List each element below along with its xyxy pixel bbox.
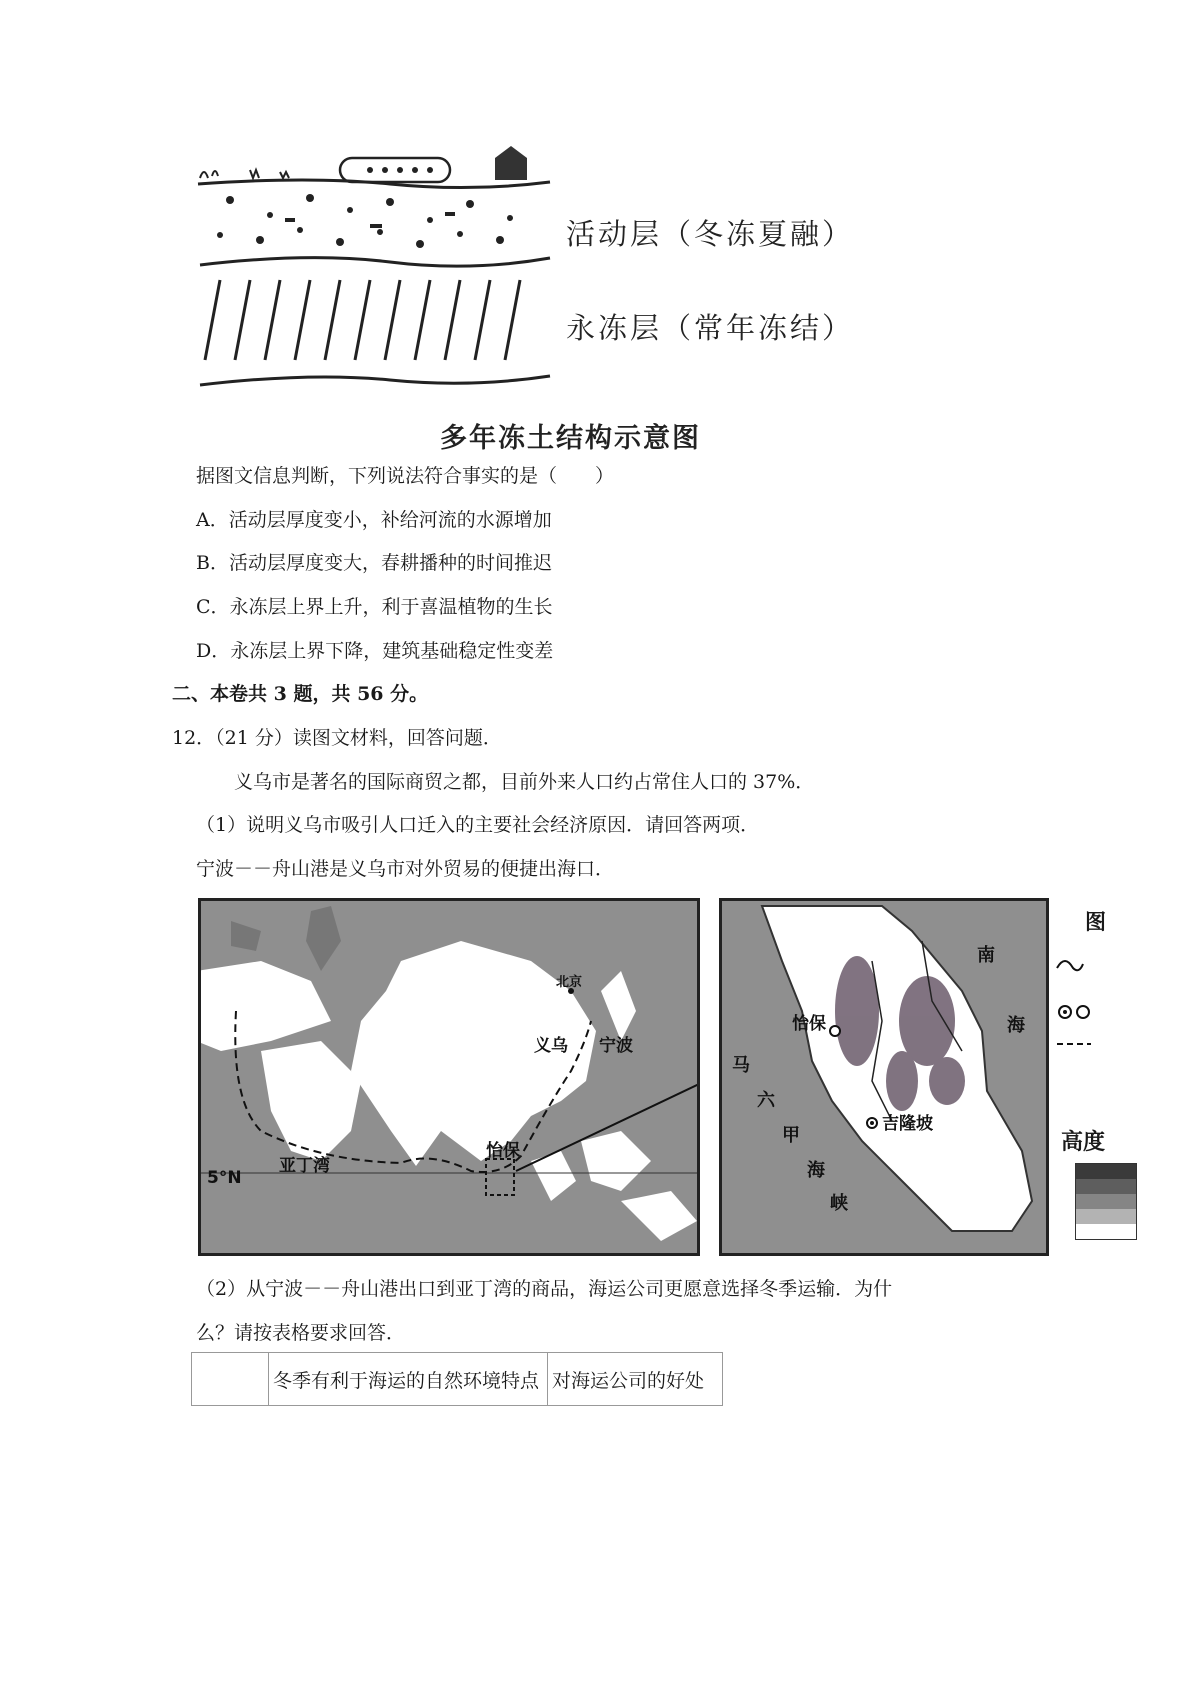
q12-material: 义乌市是著名的国际商贸之都，目前外来人口约占常住人口的 37%． <box>234 771 815 793</box>
beijing-label: 北京 <box>556 975 583 990</box>
permafrost-layer-label: 永冻层（常年冻结） <box>566 311 855 345</box>
right-ipoh-label: 怡保 <box>792 1014 826 1034</box>
table-header-cell[interactable] <box>192 1353 269 1406</box>
figure-caption: 多年冻土结构示意图 <box>440 423 701 454</box>
legend-title: 图 <box>1085 910 1106 934</box>
q12-port-note: 宁波－－舟山港是义乌市对外贸易的便捷出海口． <box>196 858 615 880</box>
table-header-cell: 冬季有利于海运的自然环境特点 <box>269 1353 548 1406</box>
strait-char-4: 海 <box>807 1160 825 1181</box>
yiwu-label: 义乌 <box>534 1036 568 1056</box>
latitude-label: 5°N <box>207 1168 242 1188</box>
q12-sub2-line1: （2）从宁波－－舟山港出口到亚丁湾的商品，海运公司更愿意选择冬季运输．为什 <box>196 1278 893 1300</box>
q12-sub1: （1）说明义乌市吸引人口迁入的主要社会经济原因．请回答两项． <box>196 814 760 836</box>
q11-option-c: C．永冻层上界上升，利于喜温植物的生长 <box>196 596 553 618</box>
table-header-row <box>192 1353 723 1406</box>
permafrost-figure <box>190 140 890 440</box>
sea-char-2: 海 <box>1007 1015 1025 1036</box>
section-heading: 二、本卷共 3 题，共 56 分。 <box>172 683 429 705</box>
strait-char-3: 甲 <box>782 1125 800 1146</box>
legend-height-scale <box>1075 1163 1137 1240</box>
aden-label: 亚丁湾 <box>279 1156 330 1176</box>
strait-char-1: 马 <box>732 1055 750 1076</box>
legend-height-label: 高度 <box>1061 1130 1106 1155</box>
q11-option-d: D．永冻层上界下降，建筑基础稳定性变差 <box>196 640 554 662</box>
legend-symbols <box>1051 948 1200 1048</box>
q12-intro: 12．（21 分）读图文材料，回答问题． <box>172 727 502 749</box>
active-layer-label: 活动层（冬冻夏融） <box>566 217 855 251</box>
asia-route-map <box>198 898 700 1256</box>
kl-label: 吉隆坡 <box>882 1114 933 1134</box>
permafrost-drawing <box>190 140 570 430</box>
strait-char-5: 峡 <box>830 1193 848 1214</box>
q11-stem: 据图文信息判断，下列说法符合事实的是（ ） <box>196 465 615 487</box>
strait-char-2: 六 <box>757 1090 775 1111</box>
table-header-cell: 对海运公司的好处 <box>548 1353 723 1406</box>
q12-sub2-line2: 么？请按表格要求回答． <box>196 1322 406 1344</box>
q11-option-b: B．活动层厚度变大，春耕播种的时间推迟 <box>196 552 552 574</box>
ningbo-label: 宁波 <box>599 1036 633 1056</box>
ipoh-label: 怡保 <box>486 1141 520 1161</box>
malay-peninsula-map <box>719 898 1049 1256</box>
q11-option-a: A．活动层厚度变小，补给河流的水源增加 <box>196 509 552 531</box>
answer-table <box>191 1352 723 1406</box>
map-legend <box>1051 898 1200 1256</box>
sea-char-1: 南 <box>977 945 995 966</box>
